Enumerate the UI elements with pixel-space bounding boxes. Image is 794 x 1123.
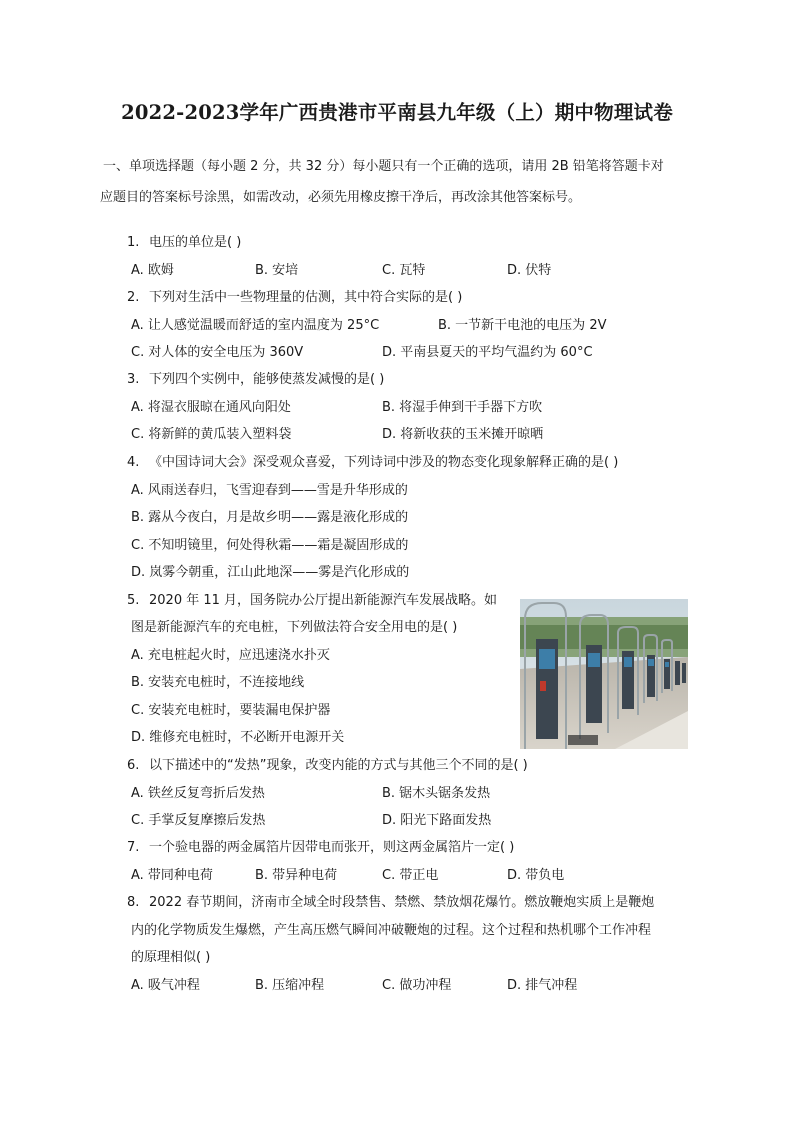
q5-option-c: C. 安装充电桩时，要装漏电保护器 bbox=[131, 703, 331, 718]
q4-option-d: D. 岚雾今朝重，江山此地深——雾是汽化形成的 bbox=[131, 565, 410, 580]
section-instructions-line-1: 一、单项选择题（每小题 2 分，共 32 分）每小题只有一个正确的选项，请用 2B 铅笔将答题卡对 bbox=[103, 159, 664, 174]
page-title: 2022-2023学年广西贵港市平南县九年级（上）期中物理试卷 bbox=[121, 101, 673, 124]
q6-option-c: C. 手掌反复摩擦后发热 bbox=[131, 813, 266, 828]
q6-option-b: B. 锯木头锯条发热 bbox=[382, 786, 491, 801]
q4-option-c: C. 不知明镜里，何处得秋霜——霜是凝固形成的 bbox=[131, 538, 409, 553]
q3-option-c: C. 将新鲜的黄瓜装入塑料袋 bbox=[131, 427, 292, 442]
question-6: 6. 以下描述中的“发热”现象，改变内能的方式与其他三个不同的是( ) bbox=[127, 758, 528, 773]
q8-option-b: B. 压缩冲程 bbox=[255, 978, 325, 993]
q1-option-b: B. 安培 bbox=[255, 263, 299, 278]
question-3: 3. 下列四个实例中，能够使蒸发减慢的是( ) bbox=[127, 372, 385, 387]
question-7: 7. 一个验电器的两金属箔片因带电而张开，则这两金属箔片一定( ) bbox=[127, 840, 515, 855]
q6-option-a: A. 铁丝反复弯折后发热 bbox=[131, 786, 265, 801]
q8-option-d: D. 排气冲程 bbox=[507, 978, 578, 993]
q4-option-b: B. 露从今夜白，月是故乡明——露是液化形成的 bbox=[131, 510, 409, 525]
q2-option-c: C. 对人体的安全电压为 360V bbox=[131, 345, 304, 360]
charging-station-photo bbox=[520, 599, 688, 749]
question-2: 2. 下列对生活中一些物理量的估测，其中符合实际的是( ) bbox=[127, 290, 463, 305]
q6-option-d: D. 阳光下路面发热 bbox=[382, 813, 492, 828]
q2-option-a: A. 让人感觉温暖而舒适的室内温度为 25°C bbox=[131, 318, 380, 333]
q1-option-d: D. 伏特 bbox=[507, 263, 552, 278]
q4-option-a: A. 风雨送春归，飞雪迎春到——雪是升华形成的 bbox=[131, 483, 408, 498]
q7-option-a: A. 带同种电荷 bbox=[131, 868, 213, 883]
question-8-line-2: 内的化学物质发生爆燃，产生高压燃气瞬间冲破鞭炮的过程。这个过程和热机哪个工作冲程 bbox=[131, 923, 652, 938]
q7-option-d: D. 带负电 bbox=[507, 868, 565, 883]
question-8: 8. 2022 春节期间，济南市全域全时段禁售、禁燃、禁放烟花爆竹。燃放鞭炮实质上是鞭炮 bbox=[127, 895, 655, 910]
q8-option-c: C. 做功冲程 bbox=[382, 978, 452, 993]
question-1: 1. 电压的单位是( ) bbox=[127, 235, 242, 250]
q2-option-d: D. 平南县夏天的平均气温约为 60°C bbox=[382, 345, 593, 360]
q8-option-a: A. 吸气冲程 bbox=[131, 978, 200, 993]
q1-option-a: A. 欧姆 bbox=[131, 263, 174, 278]
section-instructions bbox=[100, 151, 695, 213]
q7-option-b: B. 带异种电荷 bbox=[255, 868, 338, 883]
q5-option-d: D. 维修充电桩时，不必断开电源开关 bbox=[131, 730, 345, 745]
q7-option-c: C. 带正电 bbox=[382, 868, 439, 883]
q1-option-c: C. 瓦特 bbox=[382, 263, 426, 278]
q5-option-a: A. 充电桩起火时，应迅速浇水扑灭 bbox=[131, 648, 330, 663]
q3-option-a: A. 将湿衣服晾在通风向阳处 bbox=[131, 400, 291, 415]
q3-option-d: D. 将新收获的玉米摊开晾晒 bbox=[382, 427, 544, 442]
section-instructions-line-2: 应题目的答案标号涂黑，如需改动，必须先用橡皮擦干净后，再改涂其他答案标号。 bbox=[100, 190, 582, 205]
question-5-line-2: 图是新能源汽车的充电桩，下列做法符合安全用电的是( ) bbox=[131, 620, 458, 635]
q5-option-b: B. 安装充电桩时，不连接地线 bbox=[131, 675, 305, 690]
q2-option-b: B. 一节新干电池的电压为 2V bbox=[438, 318, 607, 333]
question-4: 4. 《中国诗词大会》深受观众喜爱，下列诗词中涉及的物态变化现象解释正确的是( ) bbox=[127, 455, 619, 470]
question-5: 5. 2020 年 11 月，国务院办公厅提出新能源汽车发展战略。如 bbox=[127, 593, 498, 608]
q3-option-b: B. 将湿手伸到干手器下方吹 bbox=[382, 400, 543, 415]
question-8-line-3: 的原理相似( ) bbox=[131, 950, 211, 965]
